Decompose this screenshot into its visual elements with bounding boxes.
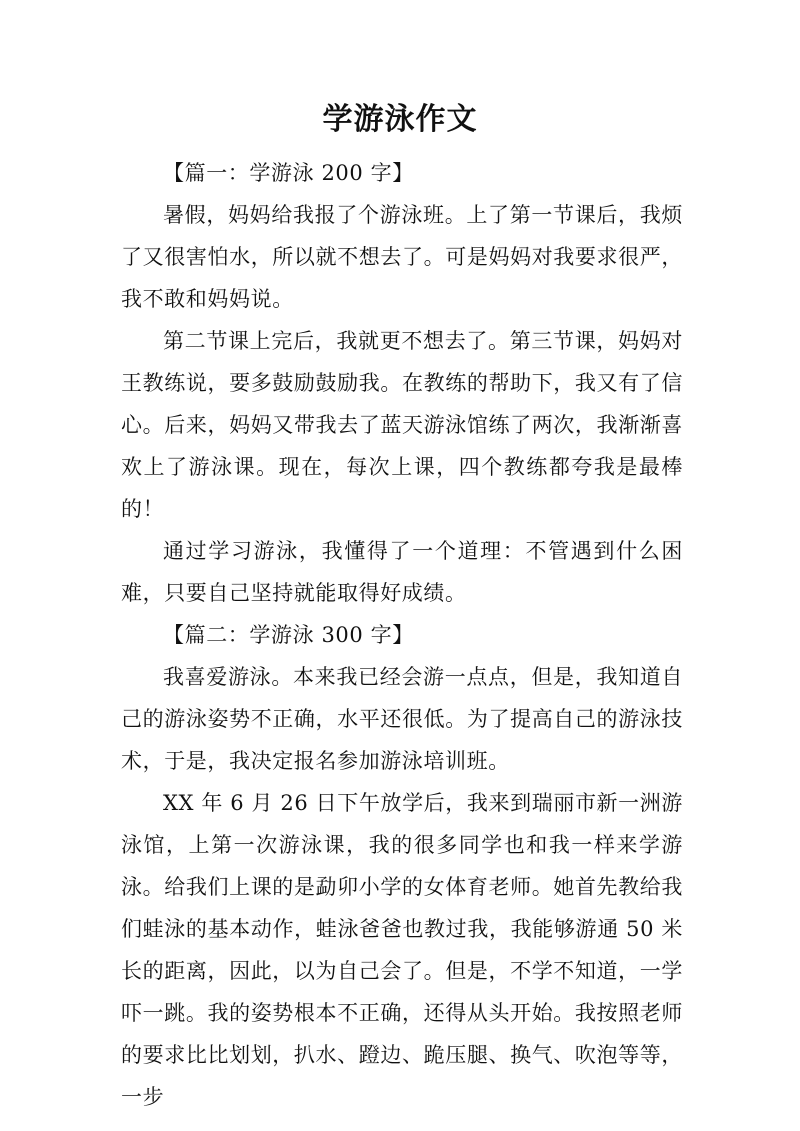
paragraph: 我喜爱游泳。本来我已经会游一点点，但是，我知道自己的游泳姿势不正确，水平还很低。为了提高自己的游泳技术，于是，我决定报名参加游泳培训班。	[121, 665, 683, 773]
paragraph: 第二节课上完后，我就更不想去了。第三节课，妈妈对王教练说，要多鼓励鼓励我。在教练的帮助下，我又有了信心。后来，妈妈又带我去了蓝天游泳馆练了两次，我渐渐喜欢上了游泳课。现在，每次上课，四个教练都夸我是最棒的！	[121, 329, 683, 521]
document-title: 学游泳作文	[322, 102, 478, 137]
paragraph: 通过学习游泳，我懂得了一个道理：不管遇到什么困难，只要自己坚持就能取得好成绩。	[121, 539, 683, 605]
paragraph: XX 年 6 月 26 日下午放学后，我来到瑞丽市新一洲游泳馆，上第一次游泳课，我的很多同学也和我一样来学游泳。给我们上课的是勐卯小学的女体育老师。她首先教给我们蛙泳的基本动作，蛙泳爸爸也教过我，我能够游通 50 米长的距离，因此，以为自己会了。但是，不学不知道，一学吓一跳。我的姿势根本不正确，还得从头开始。我按照老师的要求比比划划，扒水、蹬边、跪压腿、换气、吹泡等等，一步	[121, 791, 683, 1109]
paragraph: 暑假，妈妈给我报了个游泳班。上了第一节课后，我烦了又很害怕水，所以就不想去了。可是妈妈对我要求很严，我不敢和妈妈说。	[121, 203, 683, 311]
section-heading: 【篇一：学游泳 200 字】	[163, 161, 414, 185]
document-body	[121, 152, 683, 1118]
section-heading: 【篇二：学游泳 300 字】	[163, 623, 414, 647]
